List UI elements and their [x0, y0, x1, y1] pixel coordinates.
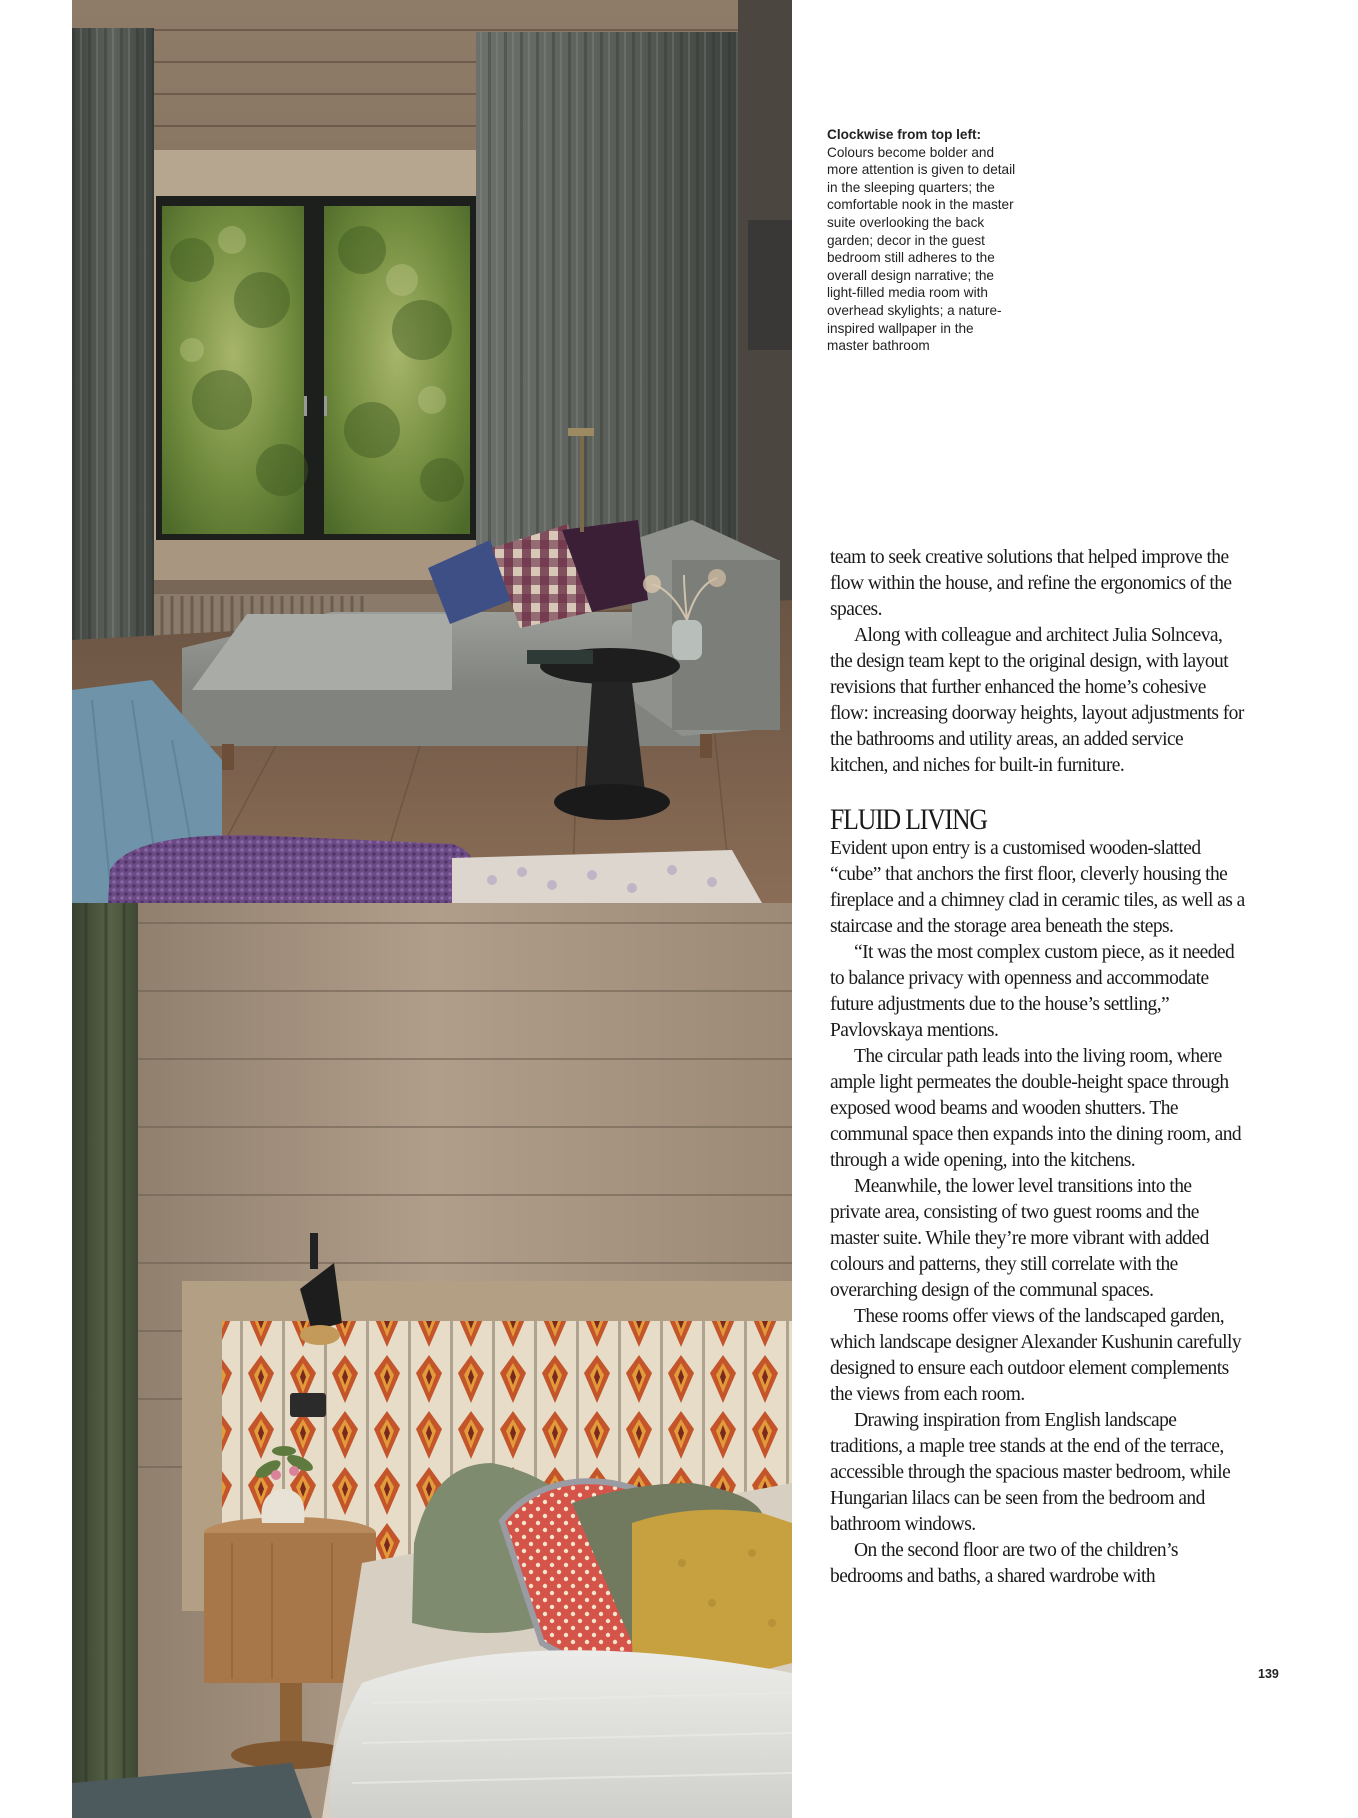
- paragraph-6: Meanwhile, the lower level transitions into the private area, consisting of two guest rooms and the master suite. While they’re more vibrant with added colours and patterns, they still correlate with the overarching design of the communal spaces.: [830, 1176, 1209, 1301]
- article-body: [830, 545, 1245, 1590]
- bedroom-illustration: [72, 903, 792, 1818]
- paragraph-5: The circular path leads into the living room, where ample light permeates the double-height space through exposed wood beams and wooden shutters. The communal space then expands into the dining room, and through a wide opening, into the kitchens.: [830, 1046, 1242, 1171]
- caption-lead: Clockwise from top left:: [827, 127, 982, 142]
- paragraph-1: team to seek creative solutions that helped improve the flow within the house, and refine the ergonomics of the spaces.: [830, 547, 1232, 620]
- paragraph-8: Drawing inspiration from English landscape traditions, a maple tree stands at the end of the terrace, accessible through the spacious master bedroom, while Hungarian lilacs can be seen from the bedroom and bathroom windows.: [830, 1410, 1231, 1535]
- photo-master-suite-nook: [72, 0, 792, 903]
- section-heading: FLUID LIVING: [830, 803, 987, 836]
- paragraph-4: “It was the most complex custom piece, as it needed to balance privacy with openness and accommodate future adjustments due to the house’s settling,” Pavlovskaya mentions.: [830, 942, 1235, 1041]
- paragraph-2: Along with colleague and architect Julia Solnceva, the design team kept to the original design, with layout revisions that further enhanced the home’s cohesive flow: increasing doorway heights, layout adjustments for the bathrooms and utility areas, an added service kitchen, and niches for built-in furniture.: [830, 625, 1244, 776]
- paragraph-3: Evident upon entry is a customised wooden-slatted “cube” that anchors the first floor, cleverly housing the fireplace and a chimney clad in ceramic tiles, as well as a staircase and the storage area beneath the steps.: [830, 838, 1245, 937]
- paragraph-7: These rooms offer views of the landscaped garden, which landscape designer Alexander Kushunin carefully designed to ensure each outdoor element complements the views from each room.: [830, 1306, 1242, 1405]
- paragraph-9: On the second floor are two of the children’s bedrooms and baths, a shared wardrobe with: [830, 1540, 1178, 1587]
- nook-illustration: [72, 0, 792, 903]
- photo-caption: [827, 126, 1017, 355]
- photo-guest-bedroom: [72, 903, 792, 1818]
- page-number: 139: [1258, 1667, 1279, 1681]
- caption-text: Colours become bolder and more attention is given to detail in the sleeping quarters; the comfortable nook in the master suite overlooking the back garden; decor in the guest bedroom still adheres to the overall design narrative; the light-filled media room with overhead skylights; a nature-inspired wallpaper in the master bathroom: [827, 144, 1016, 354]
